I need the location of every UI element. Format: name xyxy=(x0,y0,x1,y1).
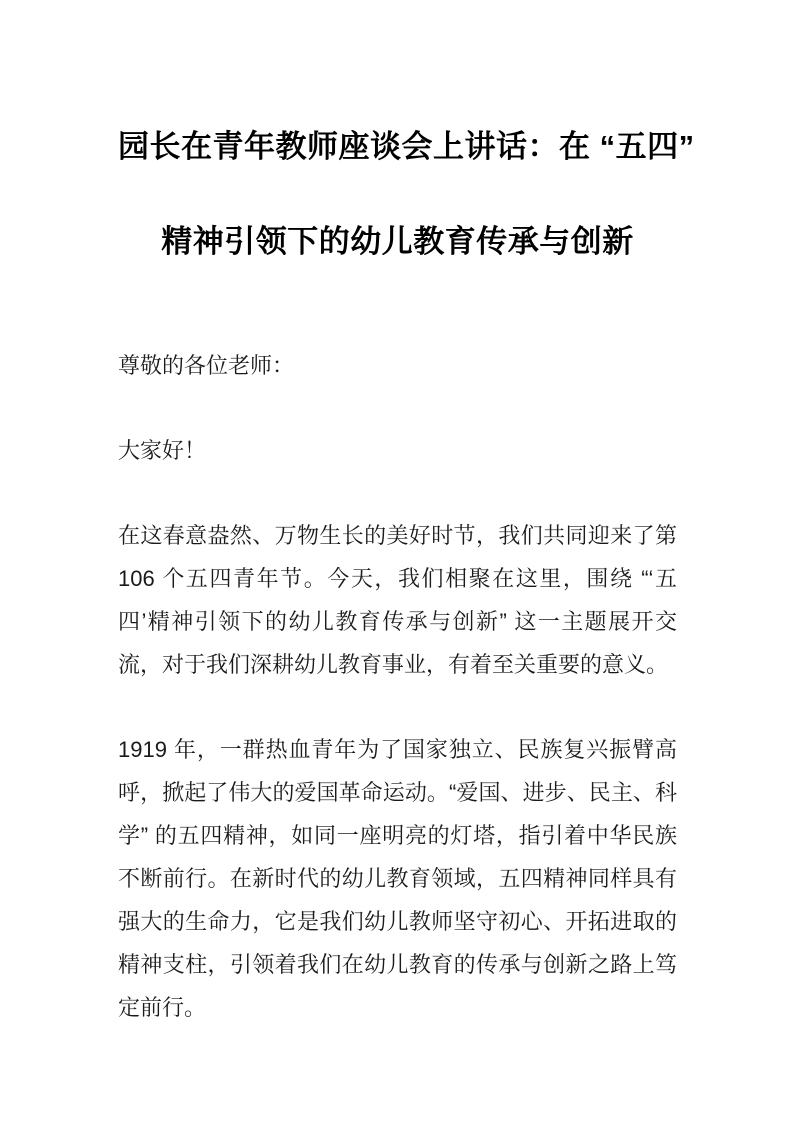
body-paragraph-history: 1919 年，一群热血青年为了国家独立、民族复兴振臂高呼，掀起了伟大的爱国革命运动。“爱国、进步、民主、科学” 的五四精神，如同一座明亮的灯塔，指引着中华民族不断前行。在新时代的幼儿教育领域，五四精神同样具有强大的生命力，它是我们幼儿教师坚守初心、开拓进取的精神支柱，引领着我们在幼儿教育的传承与创新之路上笃定前行。 xyxy=(118,737,677,1020)
salutation-paragraph: 尊敬的各位老师： xyxy=(118,353,295,378)
greeting-paragraph: 大家好！ xyxy=(118,438,207,463)
document-title-line1: 园长在青年教师座谈会上讲话：在 “五四” xyxy=(118,129,695,164)
body-paragraph-intro: 在这春意盎然、万物生长的美好时节，我们共同迎来了第 106 个五四青年节。今天，我们相聚在这里，围绕 “‘五四’精神引领下的幼儿教育传承与创新” 这一主题展开交流，对于我们深耕幼儿教育事业，有着至关重要的意义。 xyxy=(118,523,677,677)
document-title-line2: 精神引领下的幼儿教育传承与创新 xyxy=(161,224,634,259)
document-title xyxy=(118,99,695,289)
